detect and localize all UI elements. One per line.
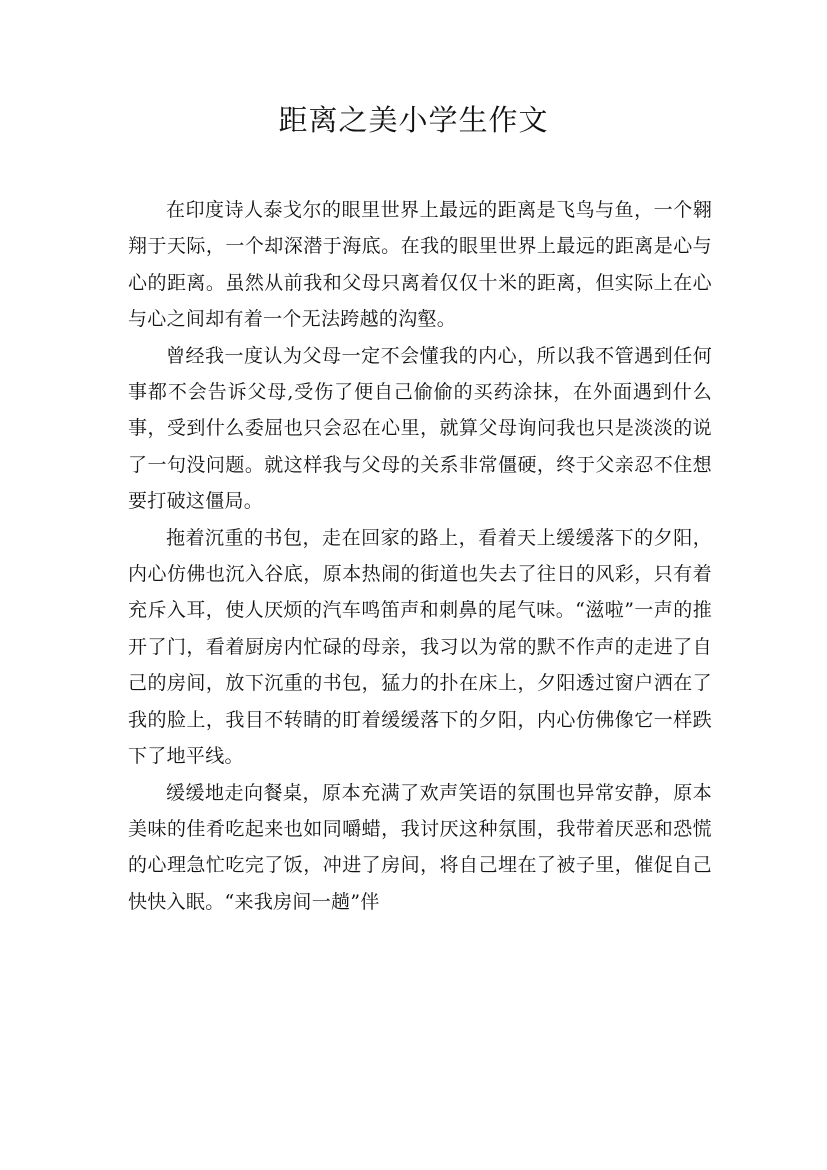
essay-body xyxy=(128,192,712,920)
paragraph-4: 缓缓地走向餐桌，原本充满了欢声笑语的氛围也异常安静，原本美味的佳肴吃起来也如同嚼蜡，我讨厌这种氛围，我带着厌恶和恐慌的心理急忙吃完了饭，冲进了房间，将自己埋在了被子里，催促自己快快入眠。“来我房间一趟”伴 xyxy=(128,781,712,913)
page-title: 距离之美小学生作文 xyxy=(278,103,549,137)
paragraph-1: 在印度诗人泰戈尔的眼里世界上最远的距离是飞鸟与鱼，一个翱翔于天际，一个却深潜于海底。在我的眼里世界上最远的距离是心与心的距离。虽然从前我和父母只离着仅仅十米的距离，但实际上在心与心之间却有着一个无法跨越的沟壑。 xyxy=(128,199,712,331)
paragraph-3: 拖着沉重的书包，走在回家的路上，看着天上缓缓落下的夕阳，内心仿佛也沉入谷底，原本热闹的街道也失去了往日的风彩，只有着充斥入耳，使人厌烦的汽车鸣笛声和刺鼻的尾气味。“滋啦”一声的推开了门，看着厨房内忙碌的母亲，我习以为常的默不作声的走进了自己的房间，放下沉重的书包，猛力的扑在床上，夕阳透过窗户洒在了我的脸上，我目不转睛的盯着缓缓落下的夕阳，内心仿佛像它一样跌下了地平线。 xyxy=(128,526,712,768)
paragraph-2: 曾经我一度认为父母一定不会懂我的内心，所以我不管遇到任何事都不会告诉父母,受伤了便自己偷偷的买药涂抹，在外面遇到什么事，受到什么委屈也只会忍在心里，就算父母询问我也只是淡淡的说了一句没问题。就这样我与父母的关系非常僵硬，终于父亲忍不住想要打破这僵局。 xyxy=(128,344,712,513)
